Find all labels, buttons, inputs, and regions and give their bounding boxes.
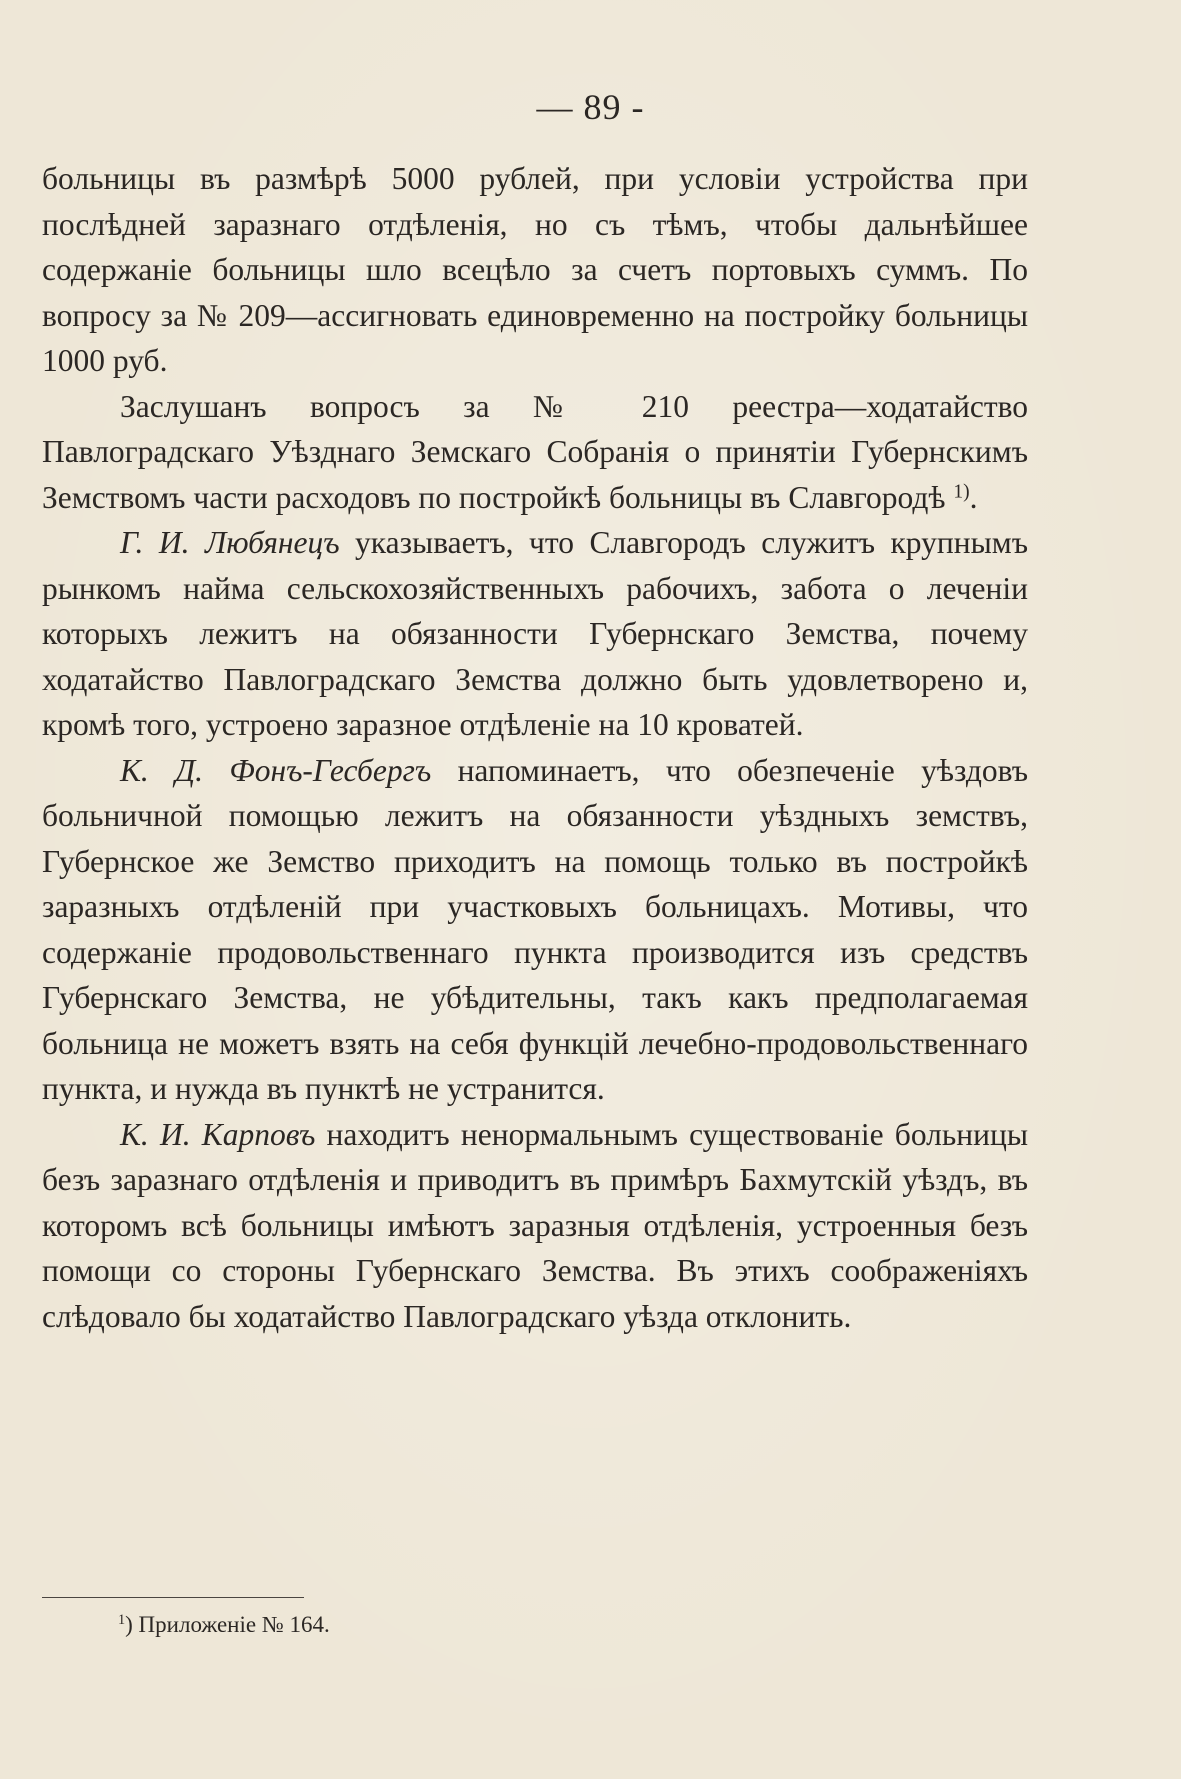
footnote-marker: 1 <box>118 1612 126 1629</box>
footnote-text: Приложеніе № 164. <box>132 1612 330 1637</box>
paragraph-tail: . <box>969 479 978 515</box>
page-body <box>42 156 1028 1339</box>
footnote-reference: 1) <box>953 480 970 502</box>
footnote <box>118 1610 330 1640</box>
speaker-name: К. Д. Фонъ-Гесбергъ <box>120 752 432 788</box>
paragraph-text: находитъ ненормальнымъ существованіе больницы безъ заразнаго отдѣленія и приводитъ въ примѣръ Бахмутскій уѣздъ, въ которомъ всѣ больницы имѣютъ заразныя отдѣленія, устроенныя безъ помощи со стороны Губернскаго Земства. Въ этихъ соображеніяхъ слѣдовало бы ходатайство Павлоградскаго уѣзда отклонить. <box>42 1116 1028 1334</box>
paragraph-question-210 <box>42 384 1028 521</box>
paragraph-lyubyanets <box>42 520 1028 748</box>
footnote-divider <box>42 1597 304 1598</box>
footnote-paren: ) <box>125 1612 133 1637</box>
page-number: — 89 - <box>536 87 645 127</box>
paragraph-karpov <box>42 1112 1028 1340</box>
speaker-name: Г. И. Любянецъ <box>120 525 340 560</box>
paragraph-text: указываетъ, что Славгородъ служитъ крупнымъ рынкомъ найма сельскохозяйственныхъ рабочихъ, забота о леченіи которыхъ лежитъ на обязанности Губернскаго Земства, почему ходатайство Павлоградскаго Земства должно быть удовлетворено и, кромѣ того, устроено заразное отдѣленіе на 10 кроватей. <box>42 525 1028 742</box>
paragraph-text: напоминаетъ, что обезпеченіе уѣздовъ больничной помощью лежитъ на обязанности уѣздныхъ земствъ, Губернское же Земство приходитъ на помощь только въ постройкѣ заразныхъ отдѣленій при участковыхъ больницахъ. Мотивы, что содержаніе продовольственнаго пункта производится изъ средствъ Губернскаго Земства, не убѣдительны, такъ какъ предполагаемая больница не можетъ взять на себя функцій лечебно-продовольственнаго пункта, и нужда въ пунктѣ не устранится. <box>42 752 1028 1106</box>
speaker-name: К. И. Карповъ <box>120 1116 316 1152</box>
paragraph-continuation: больницы въ размѣрѣ 5000 рублей, при условіи устройства при послѣдней заразнаго отдѣленія, но съ тѣмъ, чтобы дальнѣйшее содержаніе больницы шло всецѣло за счетъ портовыхъ суммъ. По вопросу за № 209—ассигновать единовременно на постройку больницы 1000 руб. <box>42 161 1028 378</box>
paragraph-text: Заслушанъ вопросъ за № 210 реестра—ходатайство Павлоградскаго Уѣзднаго Земскаго Собранія о принятіи Губернскимъ Земствомъ части расходовъ по постройкѣ больницы въ Славгородѣ <box>42 388 1028 515</box>
paragraph-fon-gesberg <box>42 748 1028 1112</box>
